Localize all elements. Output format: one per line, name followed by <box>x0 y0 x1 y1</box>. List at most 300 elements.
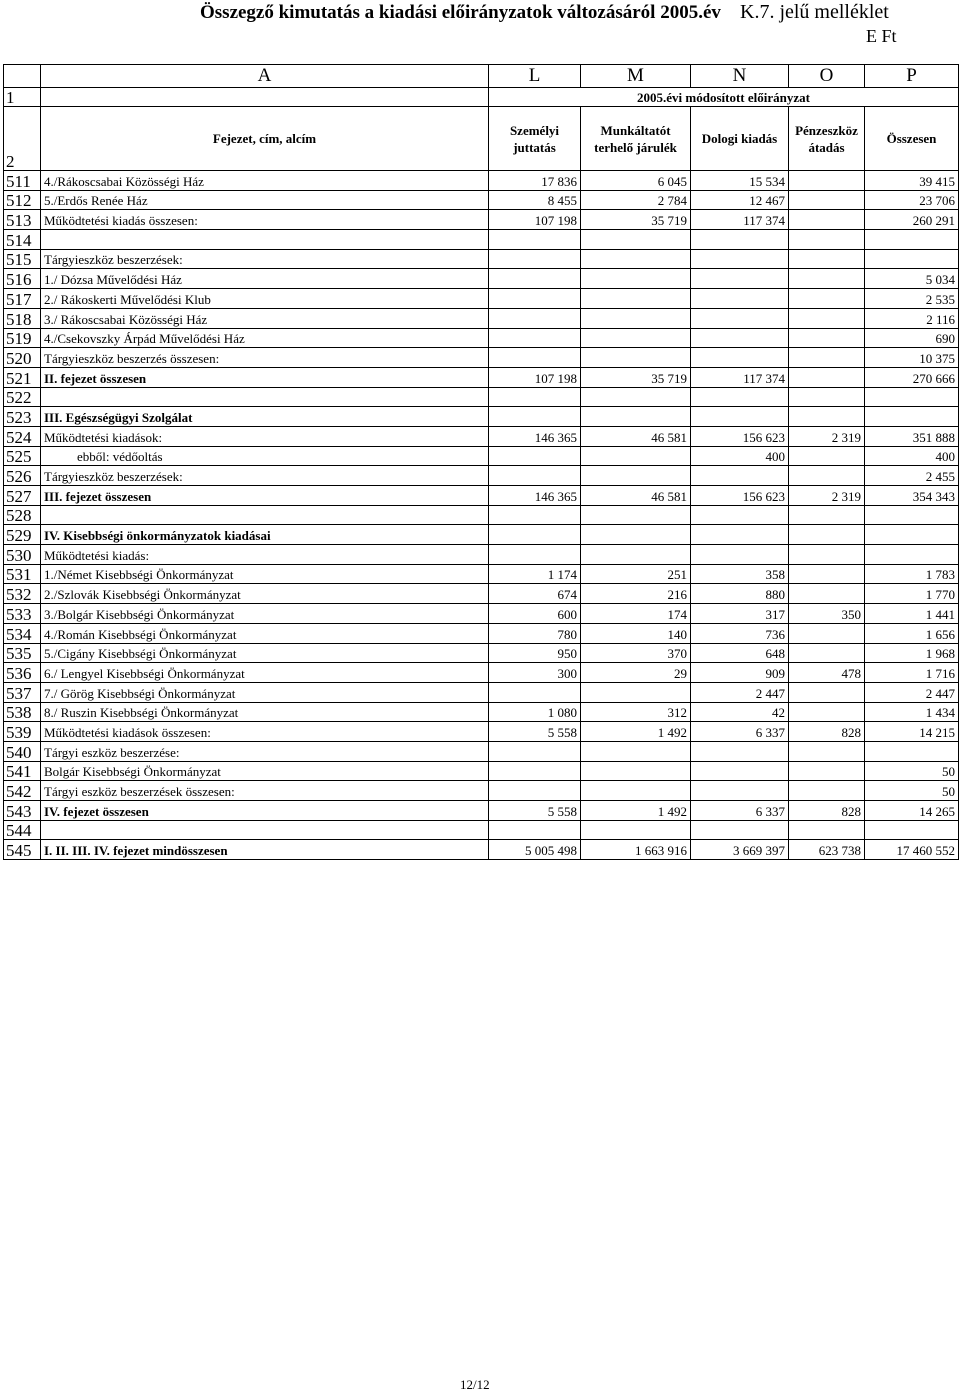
total-cell <box>865 741 959 761</box>
column-letter-n: N <box>691 65 789 88</box>
row-number: 544 <box>4 820 41 840</box>
personal-benefits-cell: 17 836 <box>489 171 581 191</box>
total-cell: 14 265 <box>865 801 959 821</box>
column-letter-p: P <box>865 65 959 88</box>
material-expenses-cell: 736 <box>691 623 789 643</box>
table-row <box>4 289 959 309</box>
material-expenses-cell: 317 <box>691 604 789 624</box>
total-cell: 23 706 <box>865 190 959 210</box>
employer-contributions-cell <box>581 781 691 801</box>
material-expenses-cell <box>691 741 789 761</box>
total-cell <box>865 820 959 840</box>
row-number: 519 <box>4 328 41 348</box>
employer-contributions-cell <box>581 407 691 427</box>
row-number: 534 <box>4 623 41 643</box>
row-label: III. fejezet összesen <box>41 486 489 506</box>
material-expenses-cell: 15 534 <box>691 171 789 191</box>
row-number: 532 <box>4 584 41 604</box>
row-label: 7./ Görög Kisebbségi Önkormányzat <box>41 682 489 702</box>
row-number: 2 <box>4 107 41 171</box>
employer-contributions-cell <box>581 348 691 368</box>
material-expenses-cell: 6 337 <box>691 722 789 742</box>
table-row <box>4 682 959 702</box>
material-expenses-cell <box>691 230 789 250</box>
employer-contributions-cell <box>581 446 691 466</box>
employer-contributions-cell <box>581 249 691 269</box>
personal-benefits-cell <box>489 682 581 702</box>
total-cell: 50 <box>865 761 959 781</box>
table-row <box>4 722 959 742</box>
table-row <box>4 505 959 525</box>
employer-contributions-cell: 140 <box>581 623 691 643</box>
unit-label: E Ft <box>866 26 897 46</box>
employer-contributions-cell <box>581 820 691 840</box>
total-cell: 2 455 <box>865 466 959 486</box>
column-letter-a: A <box>41 65 489 88</box>
employer-contributions-cell <box>581 308 691 328</box>
total-cell <box>865 230 959 250</box>
row-number: 522 <box>4 387 41 407</box>
row-number: 523 <box>4 407 41 427</box>
personal-benefits-cell <box>489 781 581 801</box>
personal-benefits-cell: 780 <box>489 623 581 643</box>
table-row <box>4 663 959 683</box>
material-expenses-cell <box>691 466 789 486</box>
material-expenses-cell <box>691 289 789 309</box>
table-row <box>4 210 959 230</box>
total-cell: 351 888 <box>865 426 959 446</box>
fund-transfer-cell: 828 <box>789 722 865 742</box>
fund-transfer-cell <box>789 269 865 289</box>
total-cell: 2 447 <box>865 682 959 702</box>
personal-benefits-cell: 1 080 <box>489 702 581 722</box>
row-label: IV. Kisebbségi önkormányzatok kiadásai <box>41 525 489 545</box>
total-cell <box>865 505 959 525</box>
table-row <box>4 407 959 427</box>
personal-benefits-cell <box>489 525 581 545</box>
material-expenses-cell: 12 467 <box>691 190 789 210</box>
row-number: 542 <box>4 781 41 801</box>
employer-contributions-cell: 174 <box>581 604 691 624</box>
fund-transfer-cell <box>789 348 865 368</box>
table-row <box>4 545 959 565</box>
personal-benefits-cell <box>489 466 581 486</box>
table-row <box>4 171 959 191</box>
fund-transfer-cell <box>789 289 865 309</box>
personal-benefits-cell: 107 198 <box>489 210 581 230</box>
row-number: 533 <box>4 604 41 624</box>
employer-contributions-cell <box>581 525 691 545</box>
total-cell: 1 656 <box>865 623 959 643</box>
material-expenses-header: Dologi kiadás <box>691 107 789 171</box>
row-label: Működtetési kiadások összesen: <box>41 722 489 742</box>
row-number: 526 <box>4 466 41 486</box>
table-row <box>4 230 959 250</box>
fund-transfer-cell: 2 319 <box>789 486 865 506</box>
fund-transfer-cell <box>789 387 865 407</box>
table-body <box>4 65 959 860</box>
row-number: 537 <box>4 682 41 702</box>
personal-benefits-cell <box>489 249 581 269</box>
material-expenses-cell: 6 337 <box>691 801 789 821</box>
total-cell: 1 783 <box>865 564 959 584</box>
table-row <box>4 249 959 269</box>
material-expenses-cell: 648 <box>691 643 789 663</box>
row-label: 3./ Rákoscsabai Közösségi Ház <box>41 308 489 328</box>
fund-transfer-cell <box>789 407 865 427</box>
table-row <box>4 623 959 643</box>
fund-transfer-cell <box>789 682 865 702</box>
personal-benefits-cell: 600 <box>489 604 581 624</box>
row-number: 531 <box>4 564 41 584</box>
personal-benefits-cell <box>489 820 581 840</box>
personal-benefits-header: Személyi juttatás <box>489 107 581 171</box>
table-row <box>4 820 959 840</box>
table-row <box>4 702 959 722</box>
row-number: 511 <box>4 171 41 191</box>
total-cell: 5 034 <box>865 269 959 289</box>
material-expenses-cell <box>691 525 789 545</box>
row-label: 2./Szlovák Kisebbségi Önkormányzat <box>41 584 489 604</box>
personal-benefits-cell <box>489 761 581 781</box>
row-label: 6./ Lengyel Kisebbségi Önkormányzat <box>41 663 489 683</box>
employer-contributions-cell <box>581 466 691 486</box>
modified-appropriation-header: 2005.évi módosított előirányzat <box>489 88 959 107</box>
fund-transfer-cell <box>789 190 865 210</box>
fund-transfer-cell <box>789 584 865 604</box>
fund-transfer-cell <box>789 643 865 663</box>
personal-benefits-cell <box>489 741 581 761</box>
table-row <box>4 367 959 387</box>
table-row <box>4 486 959 506</box>
row-number: 524 <box>4 426 41 446</box>
total-cell: 1 441 <box>865 604 959 624</box>
table-row <box>4 584 959 604</box>
column-letter-row <box>4 65 959 88</box>
personal-benefits-cell: 5 558 <box>489 801 581 821</box>
fund-transfer-cell <box>789 466 865 486</box>
employer-contributions-cell: 1 492 <box>581 801 691 821</box>
row-number: 540 <box>4 741 41 761</box>
employer-contributions-cell: 312 <box>581 702 691 722</box>
table-row <box>4 387 959 407</box>
material-expenses-cell: 880 <box>691 584 789 604</box>
column-letter-o: O <box>789 65 865 88</box>
total-cell: 10 375 <box>865 348 959 368</box>
fund-transfer-cell <box>789 820 865 840</box>
row-label: 5./Erdős Renée Ház <box>41 190 489 210</box>
employer-contributions-cell <box>581 741 691 761</box>
row-label <box>41 820 489 840</box>
material-expenses-cell: 156 623 <box>691 486 789 506</box>
row-number: 539 <box>4 722 41 742</box>
fund-transfer-cell <box>789 308 865 328</box>
employer-contributions-cell: 370 <box>581 643 691 663</box>
material-expenses-cell <box>691 761 789 781</box>
table-row <box>4 801 959 821</box>
row-number: 527 <box>4 486 41 506</box>
employer-contributions-cell <box>581 269 691 289</box>
row-number: 525 <box>4 446 41 466</box>
row-number: 515 <box>4 249 41 269</box>
material-expenses-cell <box>691 249 789 269</box>
employer-contributions-cell <box>581 230 691 250</box>
row-number: 530 <box>4 545 41 565</box>
material-expenses-cell <box>691 387 789 407</box>
row-number: 535 <box>4 643 41 663</box>
fund-transfer-header: Pénzeszköz átadás <box>789 107 865 171</box>
personal-benefits-cell <box>489 269 581 289</box>
row-label <box>41 230 489 250</box>
material-expenses-cell: 909 <box>691 663 789 683</box>
row-number: 520 <box>4 348 41 368</box>
employer-contributions-cell <box>581 761 691 781</box>
table-row <box>4 190 959 210</box>
row-number: 1 <box>4 88 41 107</box>
row-label: 3./Bolgár Kisebbségi Önkormányzat <box>41 604 489 624</box>
row-number: 543 <box>4 801 41 821</box>
page-number: 12/12 <box>460 1377 490 1392</box>
fund-transfer-cell <box>789 741 865 761</box>
document-title: Összegző kimutatás a kiadási előirányzatok változásáról 2005.év <box>200 2 721 23</box>
total-cell: 1 434 <box>865 702 959 722</box>
row-number: 528 <box>4 505 41 525</box>
row-label: Tárgyi eszköz beszerzések összesen: <box>41 781 489 801</box>
employer-contributions-cell: 35 719 <box>581 210 691 230</box>
total-cell: 1 716 <box>865 663 959 683</box>
employer-contributions-header: Munkáltatót terhelő járulék <box>581 107 691 171</box>
material-expenses-cell <box>691 781 789 801</box>
row-label: Bolgár Kisebbségi Önkormányzat <box>41 761 489 781</box>
material-expenses-cell <box>691 348 789 368</box>
material-expenses-cell: 358 <box>691 564 789 584</box>
fund-transfer-cell: 2 319 <box>789 426 865 446</box>
personal-benefits-cell <box>489 308 581 328</box>
fund-transfer-cell <box>789 210 865 230</box>
row-number: 536 <box>4 663 41 683</box>
total-header: Összesen <box>865 107 959 171</box>
row-label: 5./Cigány Kisebbségi Önkormányzat <box>41 643 489 663</box>
table-row <box>4 781 959 801</box>
annex-label: K.7. jelű melléklet <box>740 1 889 23</box>
row-label: ebből: védőoltás <box>41 446 489 466</box>
total-cell: 2 535 <box>865 289 959 309</box>
row-label: 4./Csekovszky Árpád Művelődési Ház <box>41 328 489 348</box>
total-cell: 39 415 <box>865 171 959 191</box>
fund-transfer-cell <box>789 171 865 191</box>
employer-contributions-cell: 1 663 916 <box>581 840 691 860</box>
personal-benefits-cell <box>489 407 581 427</box>
personal-benefits-cell: 950 <box>489 643 581 663</box>
material-expenses-cell <box>691 407 789 427</box>
table-row <box>4 426 959 446</box>
row-number: 541 <box>4 761 41 781</box>
fund-transfer-cell <box>789 545 865 565</box>
row-number: 518 <box>4 308 41 328</box>
material-expenses-cell <box>691 269 789 289</box>
fund-transfer-cell: 350 <box>789 604 865 624</box>
row-label: 8./ Ruszin Kisebbségi Önkormányzat <box>41 702 489 722</box>
material-expenses-cell: 2 447 <box>691 682 789 702</box>
employer-contributions-cell <box>581 289 691 309</box>
row-number: 517 <box>4 289 41 309</box>
row-number: 529 <box>4 525 41 545</box>
row-number: 545 <box>4 840 41 860</box>
table-row <box>4 466 959 486</box>
total-cell: 1 968 <box>865 643 959 663</box>
personal-benefits-cell: 300 <box>489 663 581 683</box>
table-row <box>4 328 959 348</box>
personal-benefits-cell <box>489 348 581 368</box>
total-cell: 354 343 <box>865 486 959 506</box>
employer-contributions-cell <box>581 328 691 348</box>
row-number: 516 <box>4 269 41 289</box>
row-label: Tárgyieszköz beszerzés összesen: <box>41 348 489 368</box>
total-cell: 260 291 <box>865 210 959 230</box>
table-row <box>4 840 959 860</box>
fund-transfer-cell: 623 738 <box>789 840 865 860</box>
material-expenses-cell: 117 374 <box>691 367 789 387</box>
total-cell: 1 770 <box>865 584 959 604</box>
personal-benefits-cell: 674 <box>489 584 581 604</box>
employer-contributions-cell: 29 <box>581 663 691 683</box>
personal-benefits-cell: 5 005 498 <box>489 840 581 860</box>
total-cell: 17 460 552 <box>865 840 959 860</box>
personal-benefits-cell <box>489 230 581 250</box>
personal-benefits-cell <box>489 289 581 309</box>
fund-transfer-cell <box>789 249 865 269</box>
row-number: 521 <box>4 367 41 387</box>
employer-contributions-cell: 46 581 <box>581 426 691 446</box>
table-row <box>4 525 959 545</box>
row-number: 538 <box>4 702 41 722</box>
column-letter-l: L <box>489 65 581 88</box>
employer-contributions-cell: 2 784 <box>581 190 691 210</box>
personal-benefits-cell <box>489 446 581 466</box>
material-expenses-cell <box>691 308 789 328</box>
chapter-column-header: Fejezet, cím, alcím <box>41 107 489 171</box>
fund-transfer-cell: 478 <box>789 663 865 683</box>
row-label: Működtetési kiadás összesen: <box>41 210 489 230</box>
employer-contributions-cell <box>581 387 691 407</box>
personal-benefits-cell: 5 558 <box>489 722 581 742</box>
personal-benefits-cell: 8 455 <box>489 190 581 210</box>
row-label: Tárgyieszköz beszerzések: <box>41 249 489 269</box>
personal-benefits-cell <box>489 505 581 525</box>
table-row <box>4 308 959 328</box>
row-label: 4./Rákoscsabai Közösségi Ház <box>41 171 489 191</box>
table-row <box>4 604 959 624</box>
total-cell: 400 <box>865 446 959 466</box>
employer-contributions-cell: 46 581 <box>581 486 691 506</box>
row-label: Tárgyi eszköz beszerzése: <box>41 741 489 761</box>
employer-contributions-cell: 1 492 <box>581 722 691 742</box>
row-label: IV. fejezet összesen <box>41 801 489 821</box>
fund-transfer-cell <box>789 761 865 781</box>
row-label: Tárgyieszköz beszerzések: <box>41 466 489 486</box>
personal-benefits-cell <box>489 387 581 407</box>
total-cell: 50 <box>865 781 959 801</box>
total-cell: 2 116 <box>865 308 959 328</box>
employer-contributions-cell <box>581 505 691 525</box>
column-letter-m: M <box>581 65 691 88</box>
row-label <box>41 387 489 407</box>
employer-contributions-cell <box>581 545 691 565</box>
row-number: 513 <box>4 210 41 230</box>
table-row <box>4 446 959 466</box>
employer-contributions-cell: 216 <box>581 584 691 604</box>
total-cell: 270 666 <box>865 367 959 387</box>
personal-benefits-cell <box>489 545 581 565</box>
total-cell <box>865 525 959 545</box>
fund-transfer-cell <box>789 525 865 545</box>
row-label: I. II. III. IV. fejezet mindösszesen <box>41 840 489 860</box>
header-row-2 <box>4 107 959 171</box>
row-label: 1./Német Kisebbségi Önkormányzat <box>41 564 489 584</box>
material-expenses-cell: 42 <box>691 702 789 722</box>
row-label: 1./ Dózsa Művelődési Ház <box>41 269 489 289</box>
fund-transfer-cell <box>789 702 865 722</box>
table-row <box>4 741 959 761</box>
total-cell: 690 <box>865 328 959 348</box>
table-row <box>4 761 959 781</box>
total-cell: 14 215 <box>865 722 959 742</box>
material-expenses-cell: 3 669 397 <box>691 840 789 860</box>
fund-transfer-cell <box>789 328 865 348</box>
row-label: 4./Román Kisebbségi Önkormányzat <box>41 623 489 643</box>
material-expenses-cell <box>691 820 789 840</box>
row-label: III. Egészségügyi Szolgálat <box>41 407 489 427</box>
material-expenses-cell <box>691 545 789 565</box>
material-expenses-cell: 400 <box>691 446 789 466</box>
fund-transfer-cell <box>789 564 865 584</box>
material-expenses-cell <box>691 328 789 348</box>
fund-transfer-cell <box>789 230 865 250</box>
row-number: 514 <box>4 230 41 250</box>
personal-benefits-cell: 146 365 <box>489 486 581 506</box>
fund-transfer-cell <box>789 623 865 643</box>
fund-transfer-cell <box>789 781 865 801</box>
fund-transfer-cell <box>789 367 865 387</box>
total-cell <box>865 387 959 407</box>
personal-benefits-cell: 146 365 <box>489 426 581 446</box>
row-label: Működtetési kiadások: <box>41 426 489 446</box>
employer-contributions-cell: 251 <box>581 564 691 584</box>
total-cell <box>865 249 959 269</box>
employer-contributions-cell <box>581 682 691 702</box>
fund-transfer-cell: 828 <box>789 801 865 821</box>
row-label: Működtetési kiadás: <box>41 545 489 565</box>
table-row <box>4 348 959 368</box>
row-label <box>41 505 489 525</box>
fund-transfer-cell <box>789 505 865 525</box>
total-cell <box>865 545 959 565</box>
row-label: II. fejezet összesen <box>41 367 489 387</box>
table-row <box>4 643 959 663</box>
header-row-1 <box>4 88 959 107</box>
header-blank-cell <box>41 88 489 107</box>
row-number: 512 <box>4 190 41 210</box>
material-expenses-cell: 117 374 <box>691 210 789 230</box>
employer-contributions-cell: 35 719 <box>581 367 691 387</box>
personal-benefits-cell: 1 174 <box>489 564 581 584</box>
material-expenses-cell <box>691 505 789 525</box>
material-expenses-cell: 156 623 <box>691 426 789 446</box>
employer-contributions-cell: 6 045 <box>581 171 691 191</box>
table-row <box>4 564 959 584</box>
total-cell <box>865 407 959 427</box>
budget-table <box>3 64 959 860</box>
